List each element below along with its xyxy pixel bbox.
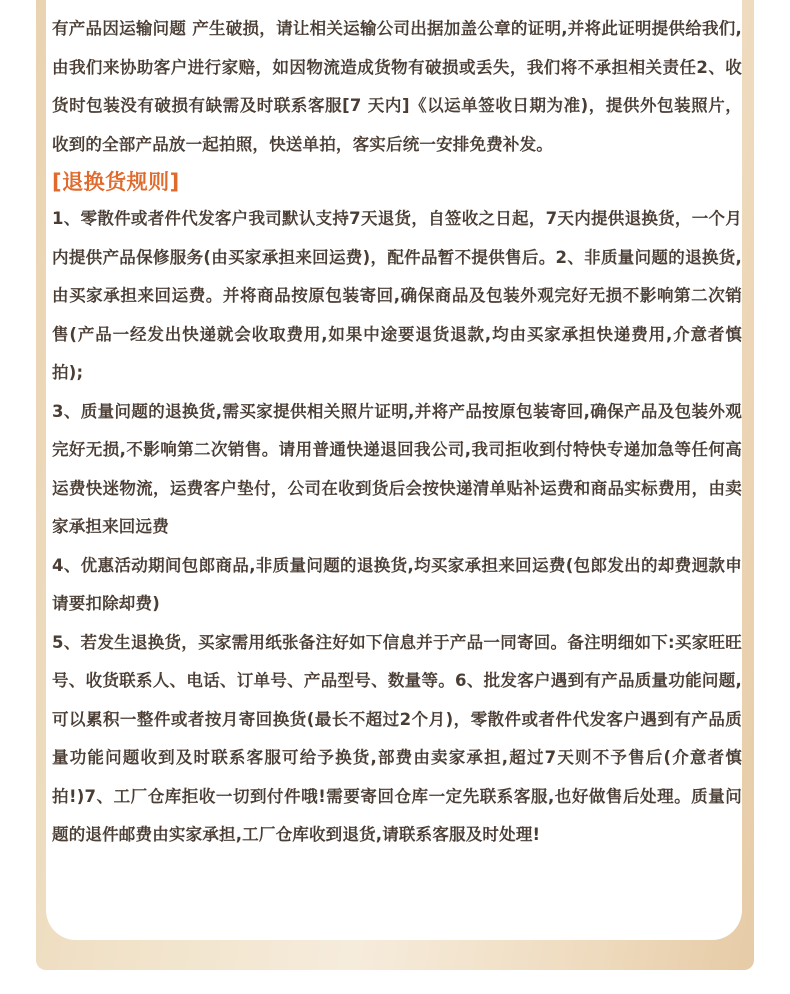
rule-paragraph: 5、若发生退换货，买家需用纸张备注好如下信息并于产品一同寄回。备注明细如下:买家旺旺号、收货联系人、电话、订单号、产品型号、数量等。6、批发客户遇到有产品质量功能问题,可以累积一整件或者按月寄回换货(最长不超过2个月)，零散件或者件代发客户遇到有产品质量功能问题收到及时联系客服可给予换货,部费由卖家承担,超过7天则不予售后(介意者慎拍!)7、工厂仓库拒收一切到付件哦!需要寄回仓库一定先联系客服,也好做售后处理。质量问题的退件邮费由实家承担,工厂仓库收到退货,请联系客服及时处理! bbox=[52, 632, 742, 844]
intro-paragraph: 有产品因运输问题 产生破损，请让相关运输公司出据加盖公章的证明,并将此证明提供给我们,由我们来协助客户进行家赔，如因物流造成货物有破损或丢失，我们将不承担相关责任2、收货时包装没有破损有缺需及时联系客服[7 天内]《以运单签收日期为准)，提供外包装照片，收到的全部产品放一起拍照，快送单拍，客实后统一安排免费补发。 bbox=[52, 19, 742, 154]
rule-paragraph: 3、质量问题的退换货,需买家提供相关照片证明,并将产品按原包装寄回,确保产品及包装外观完好无损,不影响第二次销售。请用普通快递退回我公司,我司拒收到付特快专递加急等任何高运费快迷物流，运费客户垫付，公司在收到货后会按快递清单贴补运费和商品实标费用，由卖家承担来回远费 bbox=[52, 401, 742, 536]
policy-text bbox=[52, 10, 742, 855]
rule-paragraph: 4、优惠活动期间包郎商品,非质量问题的退换货,均买家承担来回运费(包郎发出的却费迥款申请要扣除却费) bbox=[52, 555, 742, 613]
section-heading: [退换货规则] bbox=[52, 170, 180, 194]
rule-paragraph: 1、零散件或者件代发客户我司默认支持7天退货，自签收之日起，7天内提供退换货，一个月内提供产品保修服务(由买家承担来回运费)，配件品暂不提供售后。2、非质量问题的退换货,由买家承担来回运费。并将商品按原包装寄回,确保商品及包装外观完好无损不影响第二次销售(产品一经发出快递就会收取费用,如果中途要退货退款,均由买家承担快递费用,介意者慎拍); bbox=[52, 209, 742, 382]
